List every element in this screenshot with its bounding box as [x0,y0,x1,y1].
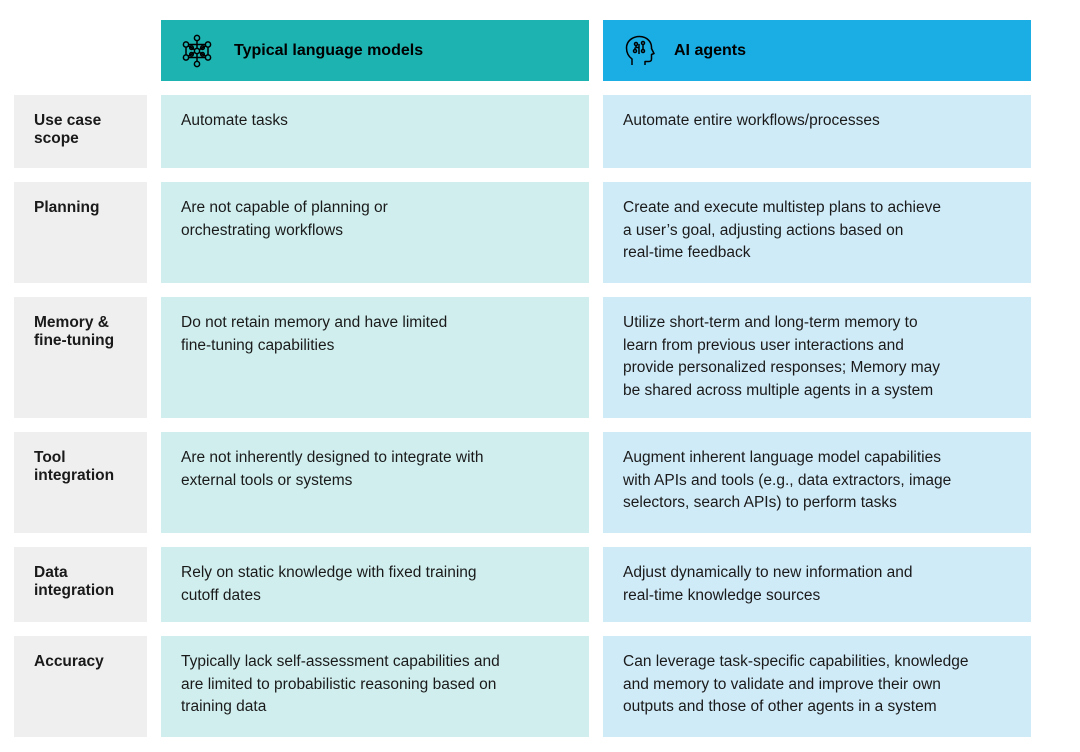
cell-line: Are not capable of planning or [181,199,388,216]
cell-line: Create and execute multistep plans to achieve [623,199,941,216]
agent-cell-memory-fine-tuning [603,297,1031,418]
llm-cell-memory-fine-tuning [161,297,589,418]
agent-cell-accuracy [603,636,1031,737]
agent-cell-tool-integration [603,432,1031,533]
cell-line: external tools or systems [181,471,353,489]
row-label-line: Tool [34,449,66,466]
row-label-line: Memory & [34,314,109,331]
cell-line: provide personalized responses; Memory may [623,359,941,377]
cell-line: Rely on static knowledge with fixed training [181,564,477,581]
cell-line: a user’s goal, adjusting actions based on [623,221,904,239]
row-label-line: integration [34,582,115,599]
row-label-line: Data [34,564,68,581]
cell-line: with APIs and tools (e.g., data extractors, image [623,471,952,489]
row-label-tool-integration [14,432,147,533]
cell-line: fine-tuning capabilities [181,336,335,354]
row-label-accuracy [14,636,147,737]
cell-line: selectors, search APIs) to perform tasks [623,494,897,512]
cell-line: real-time feedback [623,244,751,262]
llm-cell-accuracy [161,636,589,737]
column-header-title: AI agents [674,41,747,59]
ai-head-icon [623,34,657,68]
row-label-line: integration [34,467,115,484]
row-label-planning [14,182,147,283]
cell-line: Automate tasks [181,112,288,129]
row-label-data-integration [14,547,147,622]
neural-network-icon [180,34,214,68]
llm-cell-data-integration [161,547,589,622]
cell-line: be shared across multiple agents in a system [623,381,934,399]
cell-line: are limited to probabilistic reasoning based on [181,675,497,693]
agent-cell-data-integration [603,547,1031,622]
cell-line: outputs and those of other agents in a system [623,698,937,716]
agent-cell-use-case-scope [603,95,1031,168]
cell-line: Are not inherently designed to integrate with [181,449,484,466]
cell-line: Typically lack self-assessment capabilities and [181,653,500,670]
cell-line: Utilize short-term and long-term memory to [623,314,918,331]
agent-cell-planning [603,182,1031,283]
cell-line: learn from previous user interactions and [623,336,904,354]
llm-cell-use-case-scope [161,95,589,168]
cell-line: training data [181,698,267,716]
column-header-ai-agents [603,20,1031,81]
cell-line: Can leverage task-specific capabilities, knowledge [623,653,969,670]
cell-line: Do not retain memory and have limited [181,314,448,331]
cell-line: Automate entire workflows/processes [623,112,880,129]
cell-line: Augment inherent language model capabilities [623,449,941,466]
cell-line: and memory to validate and improve their own [623,675,941,693]
cell-line: real-time knowledge sources [623,586,821,604]
row-label-line: scope [34,130,79,147]
row-label-use-case-scope [14,95,147,168]
row-label-line: fine-tuning [34,332,115,349]
row-label-line: Accuracy [34,653,104,670]
row-label-memory-fine-tuning [14,297,147,418]
llm-cell-tool-integration [161,432,589,533]
llm-cell-planning [161,182,589,283]
cell-line: cutoff dates [181,586,261,604]
cell-line: orchestrating workflows [181,221,343,239]
cell-line: Adjust dynamically to new information and [623,564,913,581]
column-header-title: Typical language models [234,41,424,59]
row-label-line: Use case [34,112,102,129]
column-header-typical-language-models [161,20,589,81]
row-label-line: Planning [34,199,100,216]
